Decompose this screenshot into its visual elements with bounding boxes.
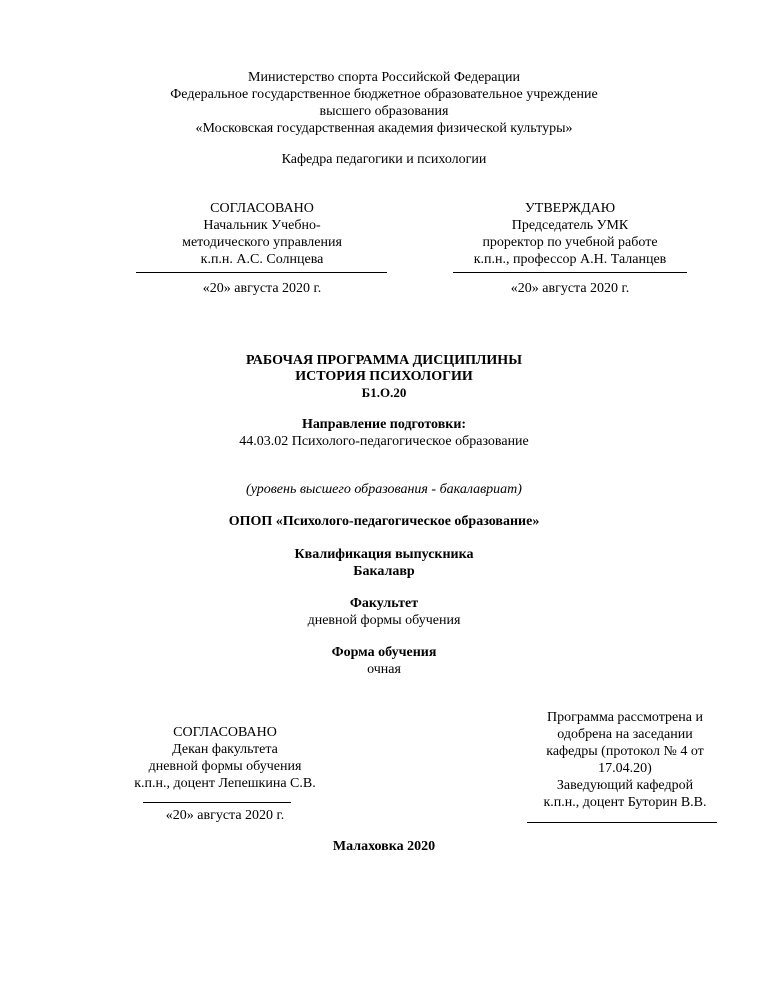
approval-right-heading: УТВЕРЖДАЮ: [524, 201, 616, 216]
study-form-value: очная: [367, 662, 401, 677]
head-of-department: Заведующий кафедрой: [556, 778, 694, 793]
approval-right-signature-line: [453, 272, 687, 273]
direction-block: [0, 416, 768, 450]
ministry-header: [0, 69, 768, 137]
department-approval: [515, 709, 735, 811]
approval-left-position-2: методического управления: [182, 235, 342, 250]
department-label: Кафедра педагогики и психологии: [281, 152, 487, 167]
dean-approval-date-text: «20» августа 2020 г.: [165, 808, 285, 823]
header-line-ministry: Министерство спорта Российской Федерации: [248, 70, 520, 85]
program-title-block: [0, 353, 768, 401]
opop-title: [0, 513, 768, 530]
education-level-text: (уровень высшего образования - бакалавриат): [246, 482, 522, 497]
direction-value: 44.03.02 Психолого-педагогическое образование: [239, 434, 529, 449]
department-approval-line-1: Программа рассмотрена и: [547, 710, 703, 725]
study-form-label: Форма обучения: [331, 645, 437, 660]
header-line-institution-type: Федеральное государственное бюджетное образовательное учреждение: [170, 87, 598, 102]
approval-left: [136, 200, 388, 268]
qualification-label: Квалификация выпускника: [294, 547, 474, 562]
dean-approval-date: [100, 807, 350, 824]
approval-right-date: [447, 280, 693, 297]
department-approval-line-3: кафедры (протокол № 4 от: [546, 744, 704, 759]
program-title: РАБОЧАЯ ПРОГРАММА ДИСЦИПЛИНЫ: [246, 353, 522, 368]
study-form-block: [0, 644, 768, 678]
department-approval-line-2: одобрена на заседании: [557, 727, 693, 742]
dean-approval: [100, 724, 350, 792]
dean-signature-line: [143, 802, 291, 803]
qualification-block: [0, 546, 768, 580]
approval-left-signer: к.п.н. А.С. Солнцева: [200, 252, 324, 267]
qualification-value: Бакалавр: [353, 564, 415, 579]
opop-text: ОПОП «Психолого-педагогическое образование»: [228, 514, 540, 529]
department-signature-line: [527, 822, 717, 823]
city-year: [0, 838, 768, 855]
discipline-name: ИСТОРИЯ ПСИХОЛОГИИ: [295, 369, 473, 384]
approval-right-date-text: «20» августа 2020 г.: [510, 281, 630, 296]
approval-right-position-2: проректор по учебной работе: [482, 235, 658, 250]
approval-left-date-text: «20» августа 2020 г.: [202, 281, 322, 296]
faculty-value: дневной формы обучения: [307, 613, 461, 628]
faculty-block: [0, 595, 768, 629]
header-line-academy-name: «Московская государственная академия физической культуры»: [195, 121, 573, 136]
department-approval-line-4: 17.04.20): [598, 761, 652, 776]
approval-left-date: [136, 280, 388, 297]
department-name: [0, 151, 768, 168]
education-level: [0, 481, 768, 498]
approval-left-position-1: Начальник Учебно-: [203, 218, 321, 233]
header-line-education-level: высшего образования: [319, 104, 449, 119]
approval-right-position-1: Председатель УМК: [511, 218, 629, 233]
approval-left-signature-line: [136, 272, 387, 273]
head-of-department-signer: к.п.н., доцент Буторин В.В.: [543, 795, 707, 810]
dean-position-2: дневной формы обучения: [148, 759, 302, 774]
city-year-text: Малаховка 2020: [332, 839, 436, 854]
discipline-code: Б1.О.20: [361, 385, 407, 400]
faculty-label: Факультет: [349, 596, 419, 611]
approval-left-heading: СОГЛАСОВАНО: [210, 201, 314, 216]
dean-position-1: Декан факультета: [172, 742, 278, 757]
dean-approval-heading: СОГЛАСОВАНО: [173, 725, 277, 740]
dean-signer: к.п.н., доцент Лепешкина С.В.: [134, 776, 316, 791]
direction-label: Направление подготовки:: [301, 417, 467, 432]
approval-right: [447, 200, 693, 268]
approval-right-signer: к.п.н., профессор А.Н. Таланцев: [473, 252, 667, 267]
